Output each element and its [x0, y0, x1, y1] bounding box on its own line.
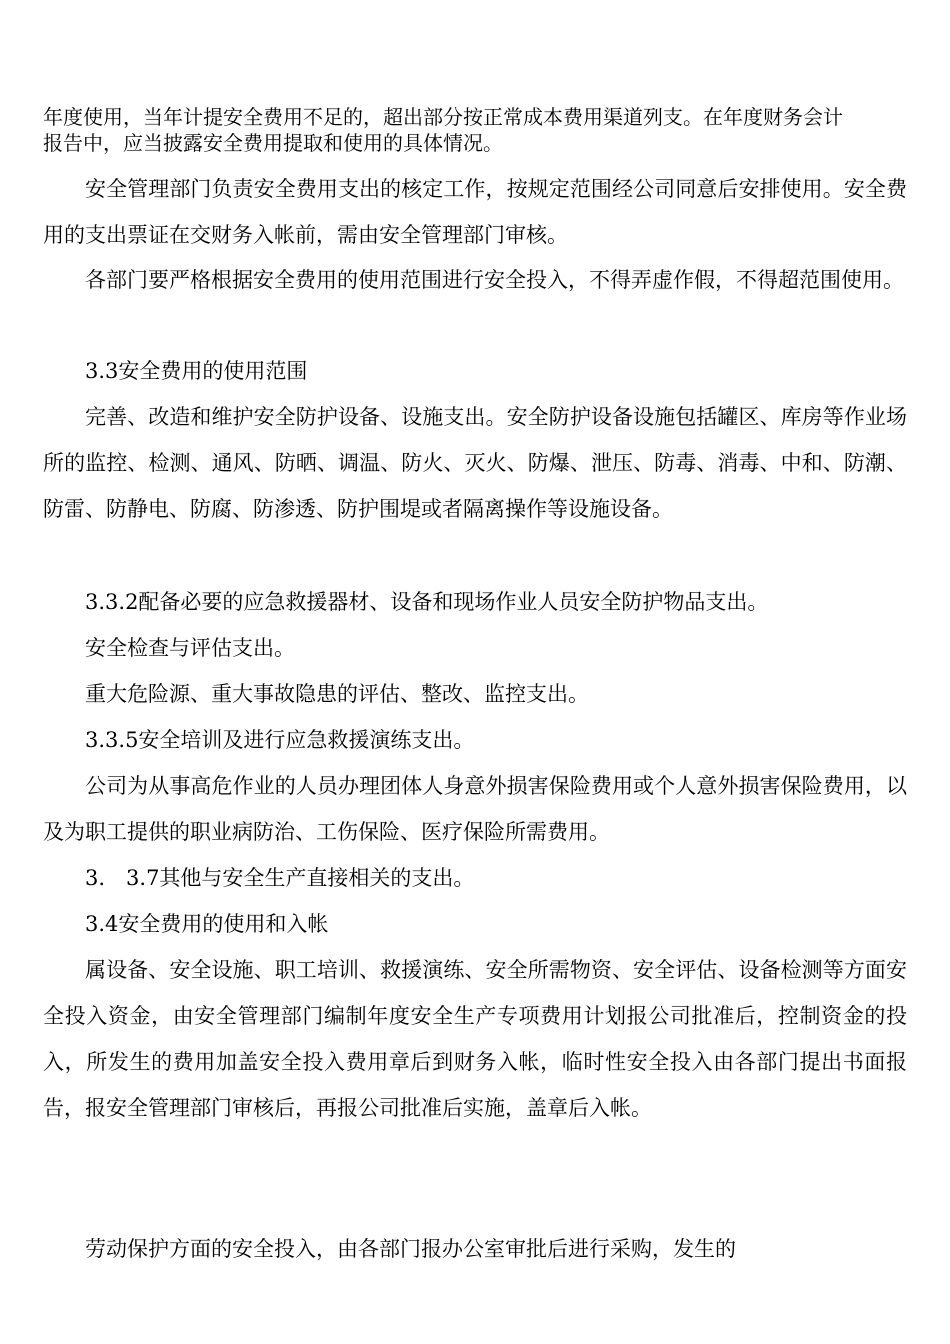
section-heading-3-4: 3.4安全费用的使用和入帐: [85, 912, 329, 936]
paragraph-6: 安全检查与评估支出。: [85, 636, 295, 660]
paragraph-1: 年度使用，当年计提安全费用不足的，超出部分按正常成本费用渠道列支。在年度财务会计报告中，应当披露安全费用提取和使用的具体情况。: [43, 105, 843, 155]
paragraph-5: 3.3.2配备必要的应急救援器材、设备和现场作业人员安全防护物品支出。: [85, 590, 769, 614]
paragraph-8: 3.3.5安全培训及进行应急救援演练支出。: [85, 728, 475, 752]
paragraph-7: 重大危险源、重大事故隐患的评估、整改、监控支出。: [85, 682, 589, 706]
paragraph-2: 安全管理部门负责安全费用支出的核定工作，按规定范围经公司同意后安排使用。安全费用的支出票证在交财务入帐前，需由安全管理部门审核。: [43, 177, 907, 247]
paragraph-3: 各部门要严格根据安全费用的使用范围进行安全投入，不得弄虚作假，不得超范围使用。: [85, 268, 904, 292]
paragraph-12: 劳动保护方面的安全投入，由各部门报办公室审批后进行采购，发生的: [85, 1237, 736, 1261]
paragraph-10: 3. 3.7其他与安全生产直接相关的支出。: [85, 866, 475, 890]
paragraph-11: 属设备、安全设施、职工培训、救援演练、安全所需物资、安全评估、设备检测等方面安全投入资金，由安全管理部门编制年度安全生产专项费用计划报公司批准后，控制资金的投入，所发生的费用加盖安全投入费用章后到财务入帐，临时性安全投入由各部门提出书面报告，报安全管理部门审核后，再报公司批准后实施，盖章后入帐。: [43, 958, 907, 1120]
section-heading-3-3: 3.3安全费用的使用范围: [85, 359, 308, 383]
paragraph-4: 完善、改造和维护安全防护设备、设施支出。安全防护设备设施包括罐区、库房等作业场所的监控、检测、通风、防晒、调温、防火、灭火、防爆、泄压、防毒、消毒、中和、防潮、防雷、防静电、防腐、防渗透、防护围堤或者隔离操作等设施设备。: [43, 405, 907, 521]
paragraph-9: 公司为从事高危作业的人员办理团体人身意外损害保险费用或个人意外损害保险费用，以及为职工提供的职业病防治、工伤保险、医疗保险所需费用。: [43, 774, 907, 844]
